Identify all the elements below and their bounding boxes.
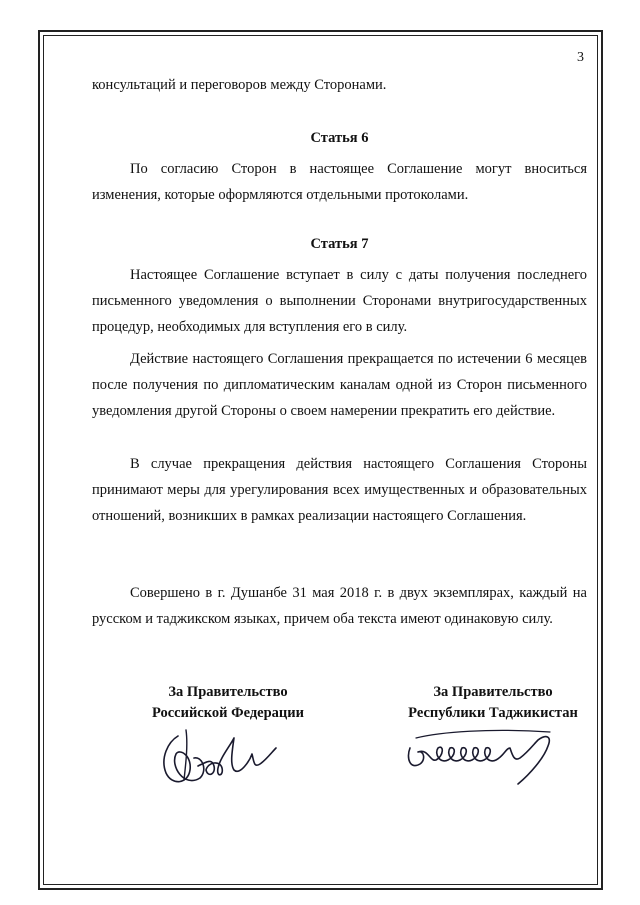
article-7-paragraph-3: В случае прекращения действия настоящего Соглашения Стороны принимают меры для урегулирования всех имущественных и образовательных отношений, возникших в рамках реализации настоящего Соглашения. [92, 456, 587, 524]
signatory-tajikistan-line2: Республики Таджикистан [408, 705, 578, 721]
signature-tajikistan [400, 718, 570, 788]
signature-russia [150, 718, 290, 793]
closing-statement: Совершено в г. Душанбе 31 мая 2018 г. в двух экземплярах, каждый на русском и таджикском языках, причем оба текста имеют одинаковую силу. [92, 585, 587, 627]
signatory-russia-line2: Российской Федерации [151, 705, 304, 721]
article-6-paragraph: По согласию Сторон в настоящее Соглашение могут вноситься изменения, которые оформляются отдельными протоколами. [92, 161, 587, 203]
page-number: 3 [577, 50, 584, 65]
signatory-tajikistan-line1: За Правительство [433, 684, 553, 700]
article-7-title: Статья 7 [310, 236, 369, 252]
article-6-title: Статья 6 [310, 130, 369, 146]
signatory-russia-line1: За Правительство [168, 684, 288, 700]
article-7-paragraph-1: Настоящее Соглашение вступает в силу с даты получения последнего письменного уведомления о выполнении Сторонами внутригосударственных процедур, необходимых для вступления его в силу. [92, 267, 587, 335]
intro-line: консультаций и переговоров между Сторонами. [92, 77, 387, 93]
article-7-paragraph-2: Действие настоящего Соглашения прекращается по истечении 6 месяцев после получения по дипломатическим каналам одной из Сторон письменного уведомления другой Стороны о своем намерении прекратить его действие. [92, 351, 587, 419]
